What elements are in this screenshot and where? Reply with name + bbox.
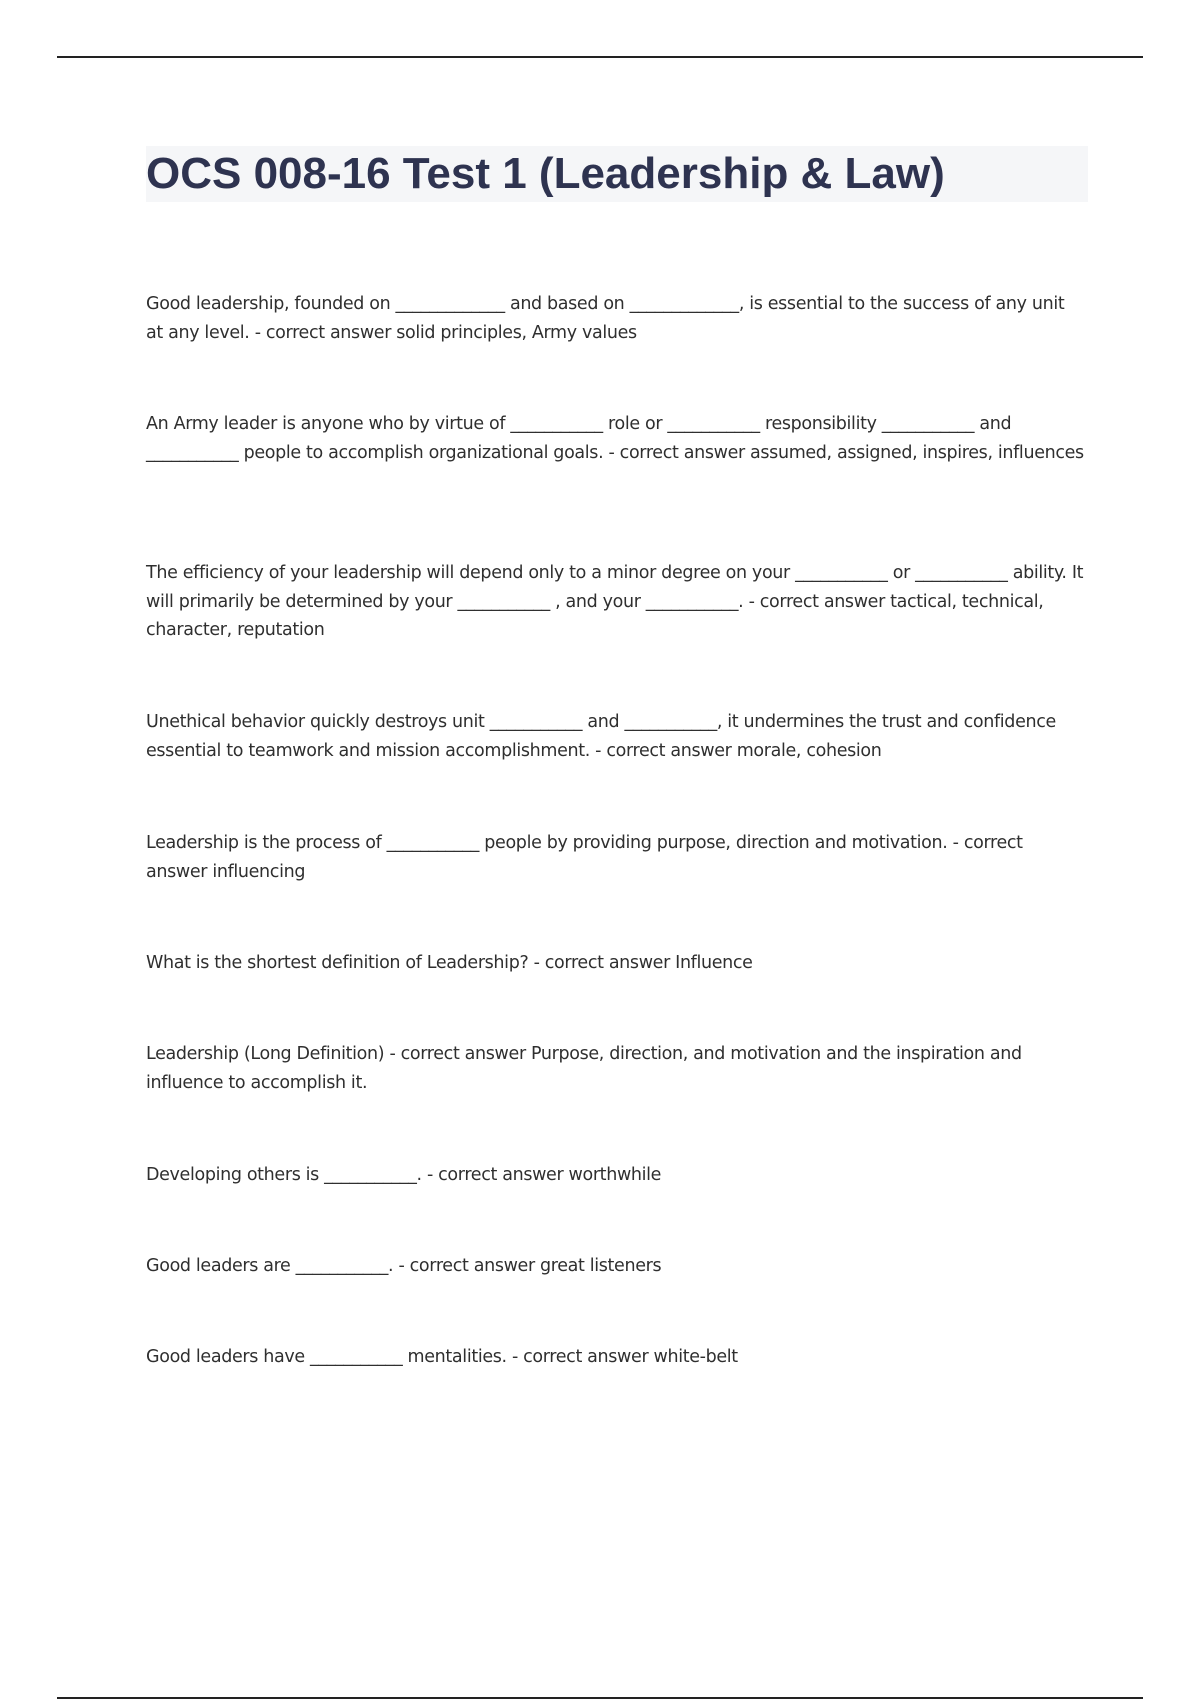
question-8: Developing others is ___________. - correct answer worthwhile bbox=[146, 1165, 662, 1185]
title-block bbox=[146, 146, 1088, 202]
footer-rule bbox=[57, 1697, 1143, 1699]
page-title: OCS 008-16 Test 1 (Leadership & Law) bbox=[146, 149, 945, 198]
header-rule bbox=[57, 56, 1143, 58]
question-5: Leadership is the process of ___________ people by providing purpose, direction and motivation. - correct answer influencing bbox=[146, 833, 1023, 882]
question-9: Good leaders are ___________. - correct answer great listeners bbox=[146, 1256, 662, 1276]
question-2: An Army leader is anyone who by virtue of ___________ role or ___________ responsibility ___________ and ___________ people to accomplish organizational goals. - correct answer assumed, assigned, inspires, influences bbox=[146, 414, 1084, 463]
question-3: The efficiency of your leadership will depend only to a minor degree on your ___________ or ___________ ability. It will primarily be determined by your ___________ , and your ___________. - correct answer tactical, technical, character, reputation bbox=[146, 563, 1084, 640]
question-1: Good leadership, founded on _____________ and based on _____________, is essential to the success of any unit at any level. - correct answer solid principles, Army values bbox=[146, 294, 1065, 343]
question-10: Good leaders have ___________ mentalities. - correct answer white-belt bbox=[146, 1347, 738, 1367]
question-6: What is the shortest definition of Leadership? - correct answer Influence bbox=[146, 953, 753, 973]
question-7: Leadership (Long Definition) - correct answer Purpose, direction, and motivation and the inspiration and influence to accomplish it. bbox=[146, 1044, 1022, 1093]
question-4: Unethical behavior quickly destroys unit ___________ and ___________, it undermines the trust and confidence essential to teamwork and mission accomplishment. - correct answer morale, cohesion bbox=[146, 712, 1056, 761]
